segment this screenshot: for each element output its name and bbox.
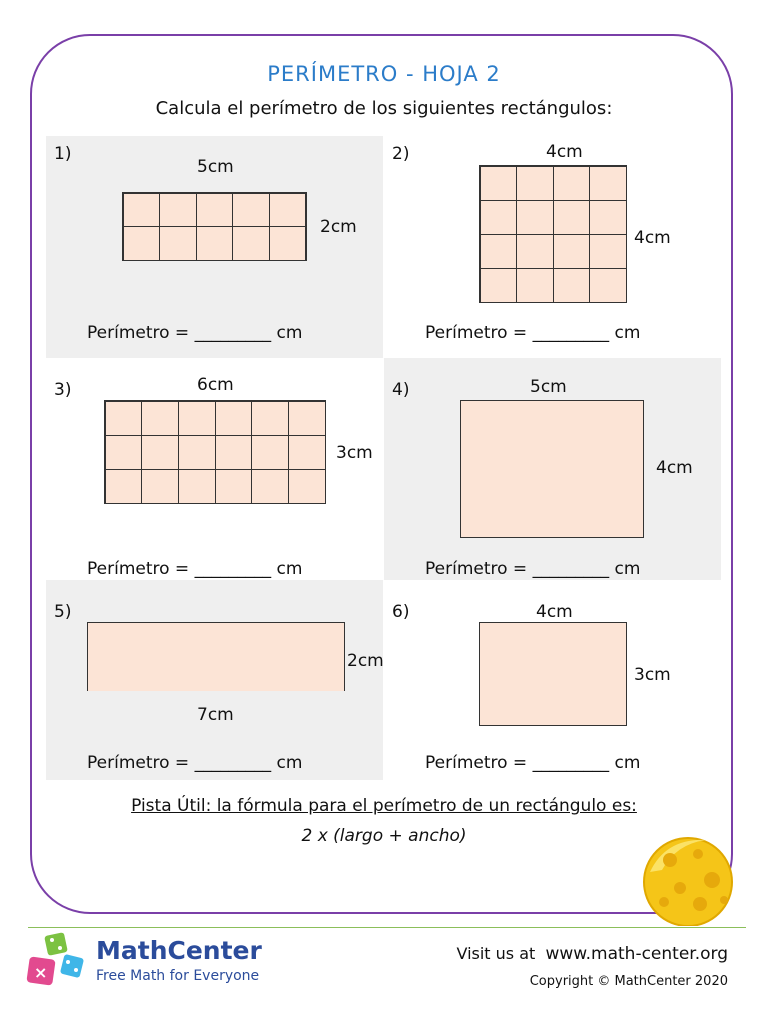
problem-4-width: 5cm <box>530 377 567 397</box>
problem-4-answer: Perímetro = _________ cm <box>425 559 641 579</box>
moon-illustration <box>636 830 736 926</box>
problem-4-rectangle <box>460 400 644 538</box>
problem-3-rectangle <box>104 400 326 504</box>
copyright: Copyright © MathCenter 2020 <box>529 974 728 989</box>
brand-tagline: Free Math for Everyone <box>96 968 260 984</box>
problem-1-width: 5cm <box>197 157 234 177</box>
problem-5-answer: Perímetro = _________ cm <box>87 753 303 773</box>
problem-3-height: 3cm <box>336 443 373 463</box>
problem-1-number: 1) <box>54 144 72 164</box>
problem-2-height: 4cm <box>634 228 671 248</box>
problem-3-width: 6cm <box>197 375 234 395</box>
problem-5-rectangle <box>87 622 345 691</box>
worksheet-title: PERÍMETRO - HOJA 2 <box>267 62 501 86</box>
visit-prefix: Visit us at <box>456 944 536 963</box>
footer-divider <box>28 927 746 928</box>
problem-6-answer: Perímetro = _________ cm <box>425 753 641 773</box>
problem-6-width: 4cm <box>536 602 573 622</box>
problem-2-width: 4cm <box>546 142 583 162</box>
visit-line <box>456 944 728 964</box>
problem-2-number: 2) <box>392 144 410 164</box>
problem-1-rectangle <box>122 192 307 261</box>
problem-6-rectangle <box>479 622 627 726</box>
problem-3-number: 3) <box>54 380 72 400</box>
problem-5-number: 5) <box>54 602 72 622</box>
svg-text:×: × <box>34 963 48 982</box>
problem-1-height: 2cm <box>320 217 357 237</box>
hint-label: Pista Útil: la fórmula para el perímetro de un rectángulo es: <box>131 796 637 816</box>
problem-6-number: 6) <box>392 602 410 622</box>
problem-5-width: 7cm <box>197 705 234 725</box>
brand-name: MathCenter <box>96 936 262 965</box>
problem-2-answer: Perímetro = _________ cm <box>425 323 641 343</box>
problem-4-number: 4) <box>392 380 410 400</box>
problem-4-height: 4cm <box>656 458 693 478</box>
worksheet-instructions: Calcula el perímetro de los siguientes rectángulos: <box>155 98 613 119</box>
problem-6-height: 3cm <box>634 665 671 685</box>
perimeter-formula: 2 x (largo + ancho) <box>301 826 467 846</box>
problem-5-height: 2cm <box>347 651 384 671</box>
problem-1-answer: Perímetro = _________ cm <box>87 323 303 343</box>
problem-3-answer: Perímetro = _________ cm <box>87 559 303 579</box>
dice-logo-icon <box>26 932 90 992</box>
hint-text <box>0 796 768 816</box>
website-link[interactable]: www.math-center.org <box>545 944 728 964</box>
problem-2-rectangle <box>479 165 627 303</box>
